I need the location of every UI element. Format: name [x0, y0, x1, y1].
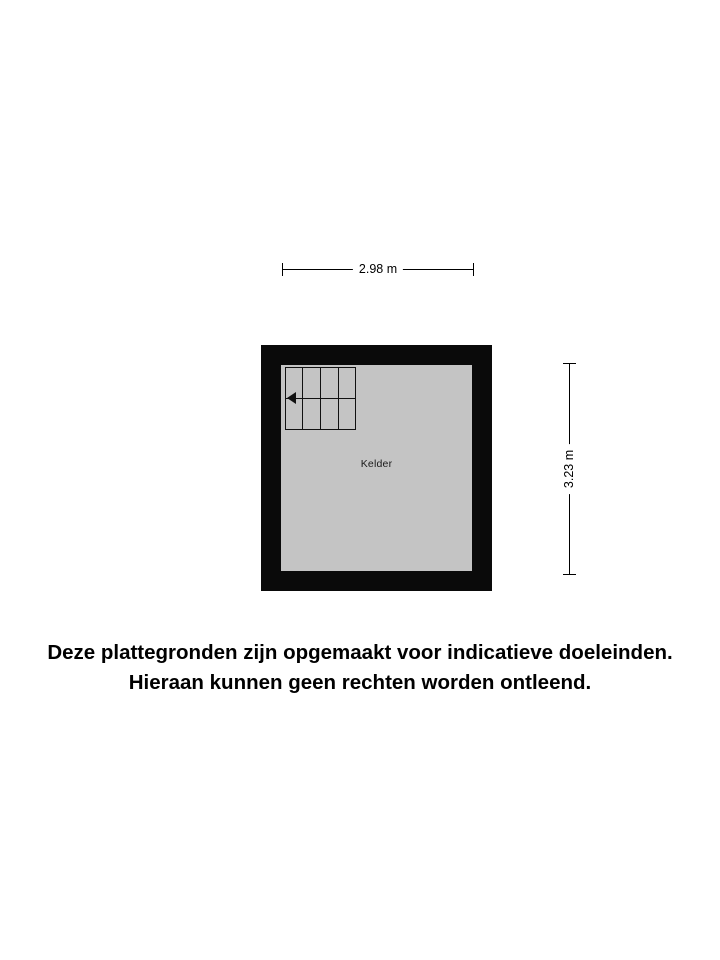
floorplan-room-kelder: [261, 345, 492, 591]
staircase: [285, 367, 356, 430]
disclaimer-line-1: Deze plattegronden zijn opgemaakt voor indicatieve doeleinden.: [47, 641, 673, 664]
dimension-width-cap-right: [473, 263, 474, 276]
dimension-width-label: 2.98 m: [353, 258, 403, 280]
dimension-height: [556, 363, 582, 575]
dimension-height-cap-bottom: [563, 574, 576, 575]
disclaimer-line-2: Hieraan kunnen geen rechten worden ontleend.: [128, 671, 592, 694]
room-label: Kelder: [360, 458, 393, 470]
dimension-height-label: 3.23 m: [558, 444, 580, 494]
disclaimer-text: [0, 638, 720, 698]
arrow-left-icon: [287, 392, 296, 404]
dimension-width-cap-left: [282, 263, 283, 276]
dimension-width: [282, 258, 474, 282]
dimension-height-cap-top: [563, 363, 576, 364]
